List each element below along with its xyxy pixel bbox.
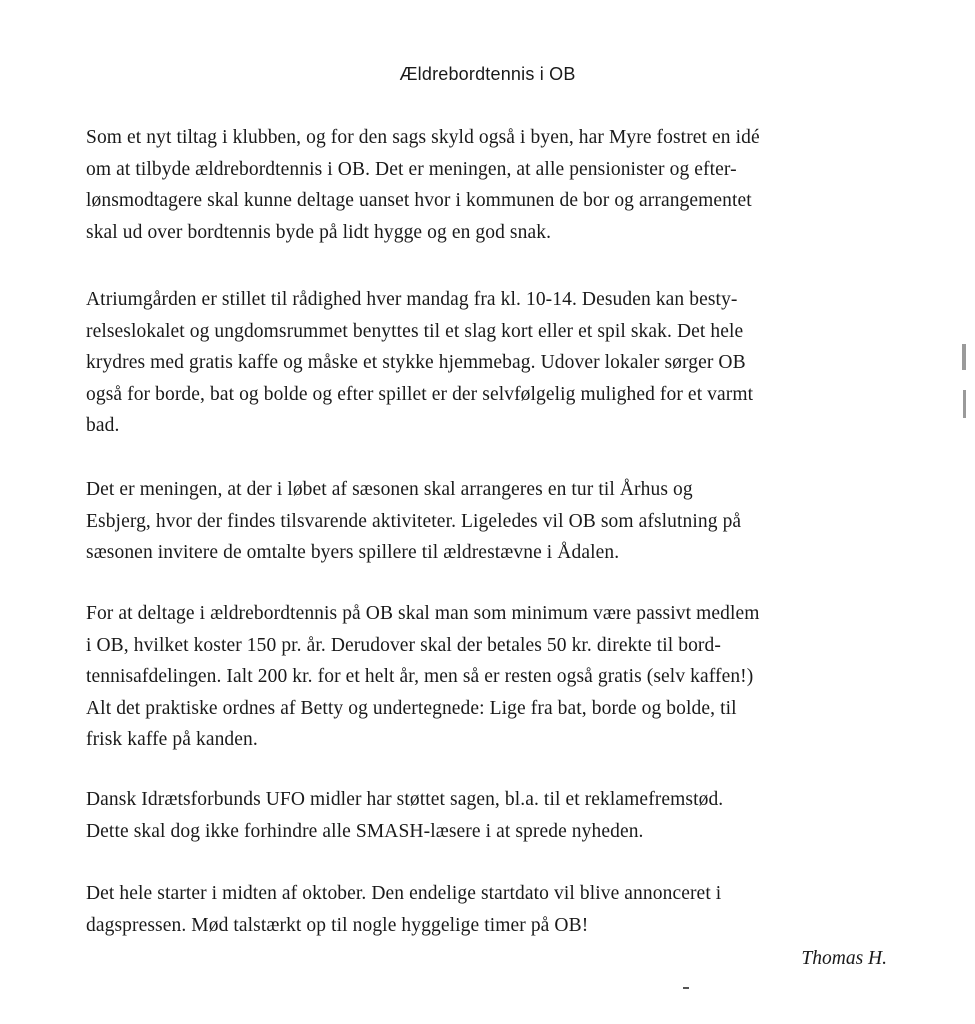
paragraph-line: om at tilbyde ældrebordtennis i OB. Det er meningen, at alle pensionister og efter- (86, 158, 737, 180)
paragraph-line: Som et nyt tiltag i klubben, og for den sags skyld også i byen, har Myre fostret en idé (86, 127, 760, 148)
paragraph-line: For at deltage i ældrebordtennis på OB skal man som minimum være passivt medlem (86, 603, 760, 624)
paragraph-line: Dansk Idrætsforbunds UFO midler har støttet sagen, bl.a. til et reklamefremstød. (86, 789, 724, 810)
scan-artifact (962, 344, 966, 370)
paragraph-line: også for borde, bat og bolde og efter spillet er der selvfølgelig mulighed for et varmt (86, 383, 754, 405)
paragraph-venue (86, 284, 896, 442)
paragraph-trips (86, 474, 896, 569)
paragraph-line: bad. (86, 415, 120, 436)
paragraph-funding (86, 784, 896, 847)
paragraph-start (86, 878, 896, 941)
paragraph-line: relseslokalet og ungdomsrummet benyttes til et slag kort eller et spil skak. Det hele (86, 320, 744, 342)
paragraph-line: Dette skal dog ikke forhindre alle SMASH-læsere i at sprede nyheden. (86, 820, 644, 842)
paragraph-line: skal ud over bordtennis byde på lidt hygge og en god snak. (86, 221, 552, 243)
paragraph-line: dagspressen. Mød talstærkt op til nogle hyggelige timer på OB! (86, 914, 589, 936)
paragraph-line: lønsmodtagere skal kunne deltage uanset hvor i kommunen de bor og arrangementet (86, 190, 752, 211)
paragraph-intro (86, 122, 896, 248)
paragraph-line: tennisafdelingen. Ialt 200 kr. for et helt år, men så er resten også gratis (selv kaffen!) (86, 666, 754, 687)
paragraph-line: Alt det praktiske ordnes af Betty og undertegnede: Lige fra bat, borde og bolde, til (86, 697, 737, 719)
scan-artifact (963, 390, 966, 418)
signature: Thomas H. (801, 948, 887, 969)
paragraph-line: krydres med gratis kaffe og måske et stykke hjemmebag. Udover lokaler sørger OB (86, 352, 746, 373)
paragraph-membership (86, 598, 896, 756)
paragraph-line: i OB, hvilket koster 150 pr. år. Derudover skal der betales 50 kr. direkte til bord- (86, 634, 721, 656)
paragraph-line: Atriumgården er stillet til rådighed hver mandag fra kl. 10-14. Desuden kan besty- (86, 289, 738, 310)
document-title: Ældrebordtennis i OB (399, 64, 576, 84)
paragraph-line: Det hele starter i midten af oktober. Den endelige startdato vil blive annonceret i (86, 883, 722, 904)
paragraph-line: Esbjerg, hvor der findes tilsvarende aktiviteter. Ligeledes vil OB som afslutning på (86, 510, 742, 532)
paragraph-line: Det er meningen, at der i løbet af sæsonen skal arrangeres en tur til Århus og (86, 479, 693, 500)
paragraph-line: frisk kaffe på kanden. (86, 729, 258, 750)
paragraph-line: sæsonen invitere de omtalte byers spillere til ældrestævne i Ådalen. (86, 542, 620, 563)
scan-artifact (683, 987, 689, 989)
